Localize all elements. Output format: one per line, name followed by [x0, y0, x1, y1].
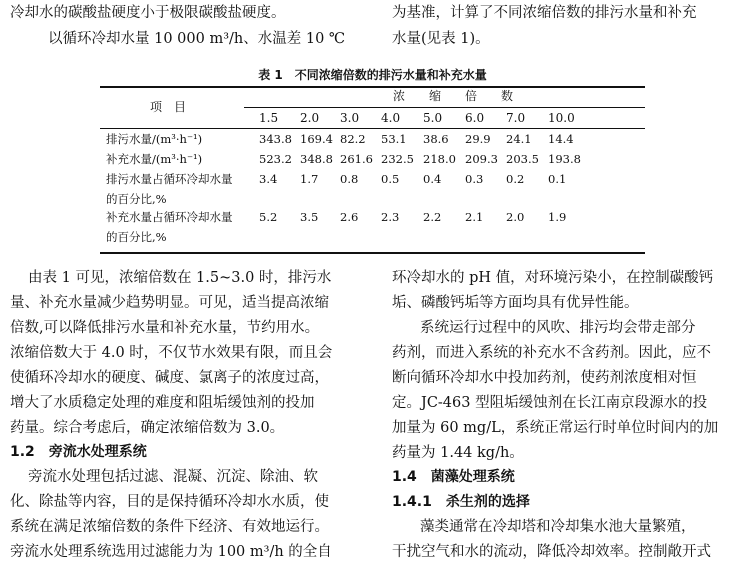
- table-cell: 2.0: [506, 210, 525, 224]
- table-cell: 24.1: [506, 132, 532, 146]
- table-cell: 203.5: [506, 152, 539, 166]
- paragraph-line: 药剂，而进入系统的补充水不含药剂。因此，应不: [392, 345, 711, 361]
- table-column-header: 7.0: [506, 111, 526, 125]
- paragraph-line: 加量为 60 mg/L，系统正常运行时单位时间内的加: [392, 420, 719, 436]
- section-heading: 1.4 菌藻处理系统: [392, 469, 515, 485]
- table-row-label: 补充水量占循环冷却水量: [106, 210, 233, 224]
- table-column-header: 5.0: [423, 111, 443, 125]
- table-cell: 1.7: [300, 172, 319, 186]
- table-cell: 218.0: [423, 152, 456, 166]
- paragraph-line: 定。JC-463 型阻垢缓蚀剂在长江南京段源水的投: [392, 395, 708, 411]
- paragraph-line: 增大了水质稳定处理的难度和阻垢缓蚀剂的投加: [10, 395, 315, 411]
- table-column-header: 1.5: [259, 111, 279, 125]
- table-cell: 1.9: [548, 210, 567, 224]
- paragraph-line: 垢、磷酸钙垢等方面均具有优异性能。: [392, 295, 639, 311]
- table-column-header: 3.0: [340, 111, 360, 125]
- table-group-header: 浓 缩 倍 数: [393, 89, 514, 103]
- paragraph-line: 量、补充水量减少趋势明显。可见，适当提高浓缩: [10, 295, 329, 311]
- table-cell: 0.4: [423, 172, 442, 186]
- subsection-heading: 1.4.1 杀生剂的选择: [392, 494, 530, 510]
- table-item-header: 项 目: [150, 100, 187, 114]
- table-cell: 348.8: [300, 152, 333, 166]
- paragraph-line: 化、除盐等内容，目的是保持循环冷却水水质，使: [10, 494, 329, 510]
- table-cell: 0.5: [381, 172, 400, 186]
- table-cell: 2.6: [340, 210, 359, 224]
- table-cell: 38.6: [423, 132, 449, 146]
- table-row-label-continued: 的百分比,%: [106, 192, 167, 206]
- table-cell: 0.8: [340, 172, 359, 186]
- paragraph-line: 使循环冷却水的硬度、碱度、氯离子的浓度过高，: [10, 370, 329, 386]
- table-cell: 29.9: [465, 132, 491, 146]
- table-cell: 209.3: [465, 152, 498, 166]
- paragraph-line: 药量。综合考虑后，确定浓缩倍数为 3.0。: [10, 420, 285, 436]
- table-cell: 261.6: [340, 152, 373, 166]
- table-cell: 5.2: [259, 210, 278, 224]
- paragraph-line: 环冷却水的 pH 值，对环境污染小，在控制碳酸钙: [392, 270, 714, 286]
- table-cell: 343.8: [259, 132, 292, 146]
- table-header-rule: [100, 128, 645, 129]
- paragraph-line: 为基准，计算了不同浓缩倍数的排污水量和补充: [392, 5, 697, 21]
- paragraph-line: 浓缩倍数大于 4.0 时，不仅节水效果有限，而且会: [10, 345, 333, 361]
- table-cell: 53.1: [381, 132, 407, 146]
- paragraph-line: 断向循环冷却水中投加药剂，使药剂浓度相对恒: [392, 370, 697, 386]
- table-cell: 523.2: [259, 152, 292, 166]
- table-cell: 82.2: [340, 132, 366, 146]
- table-cell: 0.1: [548, 172, 567, 186]
- table-cell: 232.5: [381, 152, 414, 166]
- table-column-header: 6.0: [465, 111, 485, 125]
- table-cell: 14.4: [548, 132, 574, 146]
- paragraph-line: 藻类通常在冷却塔和冷却集水池大量繁殖，: [420, 519, 696, 535]
- table-bottom-rule: [100, 252, 645, 254]
- table-cell: 0.3: [465, 172, 484, 186]
- table-row-label: 排污水量占循环冷却水量: [106, 172, 233, 186]
- table-group-rule: [244, 107, 645, 108]
- table-row-label: 排污水量/(m³·h⁻¹): [106, 132, 203, 146]
- table-column-header: 4.0: [381, 111, 401, 125]
- paragraph-line: 旁流水处理包括过滤、混凝、沉淀、除油、软: [28, 469, 318, 485]
- table-column-header: 2.0: [300, 111, 320, 125]
- table-cell: 2.3: [381, 210, 400, 224]
- section-heading: 1.2 旁流水处理系统: [10, 444, 147, 460]
- paragraph-line: 系统在满足浓缩倍数的条件下经济、有效地运行。: [10, 519, 329, 535]
- table-cell: 169.4: [300, 132, 333, 146]
- table-cell: 3.5: [300, 210, 319, 224]
- paragraph-line: 干扰空气和水的流动，降低冷却效率。控制敞开式: [392, 544, 711, 560]
- table-cell: 2.2: [423, 210, 442, 224]
- paragraph-line: 以循环冷却水量 10 000 m³/h、水温差 10 ℃: [48, 31, 346, 47]
- paragraph-line: 药量为 1.44 kg/h。: [392, 445, 524, 461]
- table-caption: 表 1 不同浓缩倍数的排污水量和补充水量: [258, 68, 487, 82]
- table-cell: 0.2: [506, 172, 525, 186]
- table-row-label: 补充水量/(m³·h⁻¹): [106, 152, 203, 166]
- paragraph-line: 由表 1 可见，浓缩倍数在 1.5~3.0 时，排污水: [28, 270, 332, 286]
- table-column-header: 10.0: [548, 111, 575, 125]
- paragraph-line: 水量(见表 1)。: [392, 31, 490, 47]
- table-cell: 2.1: [465, 210, 484, 224]
- paragraph-line: 冷却水的碳酸盐硬度小于极限碳酸盐硬度。: [10, 5, 286, 21]
- table-cell: 193.8: [548, 152, 581, 166]
- table-cell: 3.4: [259, 172, 278, 186]
- paragraph-line: 倍数,可以降低排污水量和补充水量，节约用水。: [10, 320, 320, 336]
- paragraph-line: 旁流水处理系统选用过滤能力为 100 m³/h 的全自: [10, 544, 332, 560]
- table-row-label-continued: 的百分比,%: [106, 230, 167, 244]
- table-top-rule: [100, 86, 645, 88]
- paragraph-line: 系统运行过程中的风吹、排污均会带走部分: [420, 320, 696, 336]
